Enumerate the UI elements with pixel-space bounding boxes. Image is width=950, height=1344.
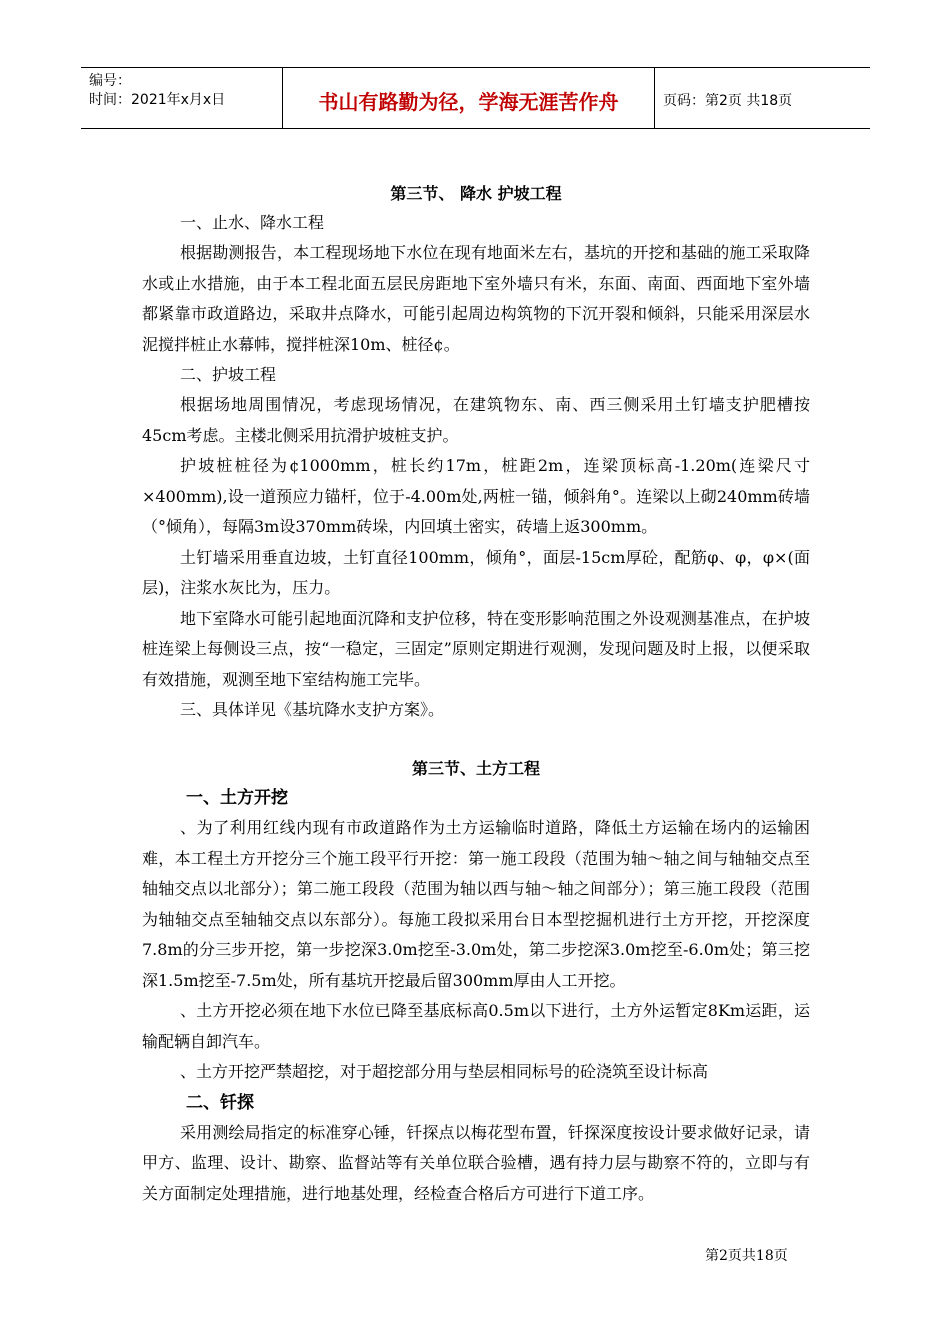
paragraph: 采用测绘局指定的标准穿心锤，钎探点以梅花型布置，钎探深度按设计要求做好记录，请甲方、监理、设计、勘察、监督站等有关单位联合验槽，遇有持力层与勘察不符的，立即与有关方面制定处理措施，进行地基处理，经检查合格后方可进行下道工序。: [142, 1122, 810, 1203]
paragraph: 、土方开挖必须在地下水位已降至基底标高0.5m以下进行，土方外运暂定8Km运距，运输配辆自卸汽车。: [142, 1001, 810, 1051]
paragraph: 护坡桩桩径为¢1000mm，桩长约17m，桩距2m，连梁顶标高-1.20m(连梁尺寸×400mm),设一道预应力锚杆，位于-4.00m处,两桩一锚，倾斜角°。连梁以上砌240mm砖墙（°倾角），每隔3m设370mm砖垛，内回填土密实，砖墙上返300mm。: [142, 456, 810, 536]
paragraph: 土钉墙采用垂直边坡，土钉直径100mm，倾角°，面层-15cm厚砼，配筋φ、φ，φ×(面层)，注浆水灰比为，压力。: [142, 547, 810, 597]
paragraph: 、土方开挖严禁超挖，对于超挖部分用与垫层相同标号的砼浇筑至设计标高: [180, 1062, 709, 1081]
section-title: 第三节、 降水 护坡工程: [390, 184, 562, 203]
header-divider: [654, 68, 655, 128]
subheading: 一、土方开挖: [186, 788, 288, 808]
subheading: 二、钎探: [186, 1092, 254, 1113]
header-page-label: 页码：第2页 共18页: [663, 93, 793, 109]
page-footer: 第2页共18页: [705, 1248, 788, 1264]
time-label: 时间：2021年x月x日: [89, 92, 226, 108]
section-title: 第三节、土方工程: [411, 759, 540, 778]
page-header: [81, 67, 870, 129]
subheading: 二、护坡工程: [180, 365, 277, 384]
number-label: 编号：: [89, 73, 131, 89]
paragraph: 、为了利用红线内现有市政道路作为土方运输临时道路，降低土方运输在场内的运输困难，本工程土方开挖分三个施工段平行开挖：第一施工段段（范围为轴～轴之间与轴轴交点至轴轴交点以北部分）；第二施工段段（范围为轴以西与轴～轴之间部分）；第三施工段段（范围为轴轴交点至轴轴交点以东部分）。每施工段拟采用台日本型挖掘机进行土方开挖，开挖深度7.8m的分三步开挖，第一步挖深3.0m挖至-3.0m处，第二步挖深3.0m挖至-6.0m处；第三挖深1.5m挖至-7.5m处，所有基坑开挖最后留300mm厚由人工开挖。: [142, 818, 810, 990]
subheading: 一、止水、降水工程: [180, 213, 325, 232]
subheading: 三、具体详见《基坑降水支护方案》。: [180, 700, 445, 719]
header-meta: [89, 72, 279, 110]
header-motto: 书山有路勤为径，学海无涯苦作舟: [318, 90, 619, 114]
document-body: [142, 180, 810, 1209]
paragraph: 地下室降水可能引起地面沉降和支护位移，特在变形影响范围之外设观测基准点，在护坡桩连梁上每侧设三点，按“一稳定，三固定”原则定期进行观测，发现问题及时上报，以便采取有效措施，观测至地下室结构施工完毕。: [142, 608, 810, 689]
paragraph: 根据勘测报告，本工程现场地下水位在现有地面米左右，基坑的开挖和基础的施工采取降水或止水措施，由于本工程北面五层民房距地下室外墙只有米，东面、南面、西面地下室外墙都紧靠市政道路边，采取井点降水，可能引起周边构筑物的下沉开裂和倾斜，只能采用深层水泥搅拌桩止水幕帏，搅拌桩深10m、桩径¢。: [142, 243, 810, 354]
paragraph: 根据场地周围情况，考虑现场情况，在建筑物东、南、西三侧采用土钉墙支护肥槽按45cm考虑。主楼北侧采用抗滑护坡桩支护。: [142, 395, 810, 445]
